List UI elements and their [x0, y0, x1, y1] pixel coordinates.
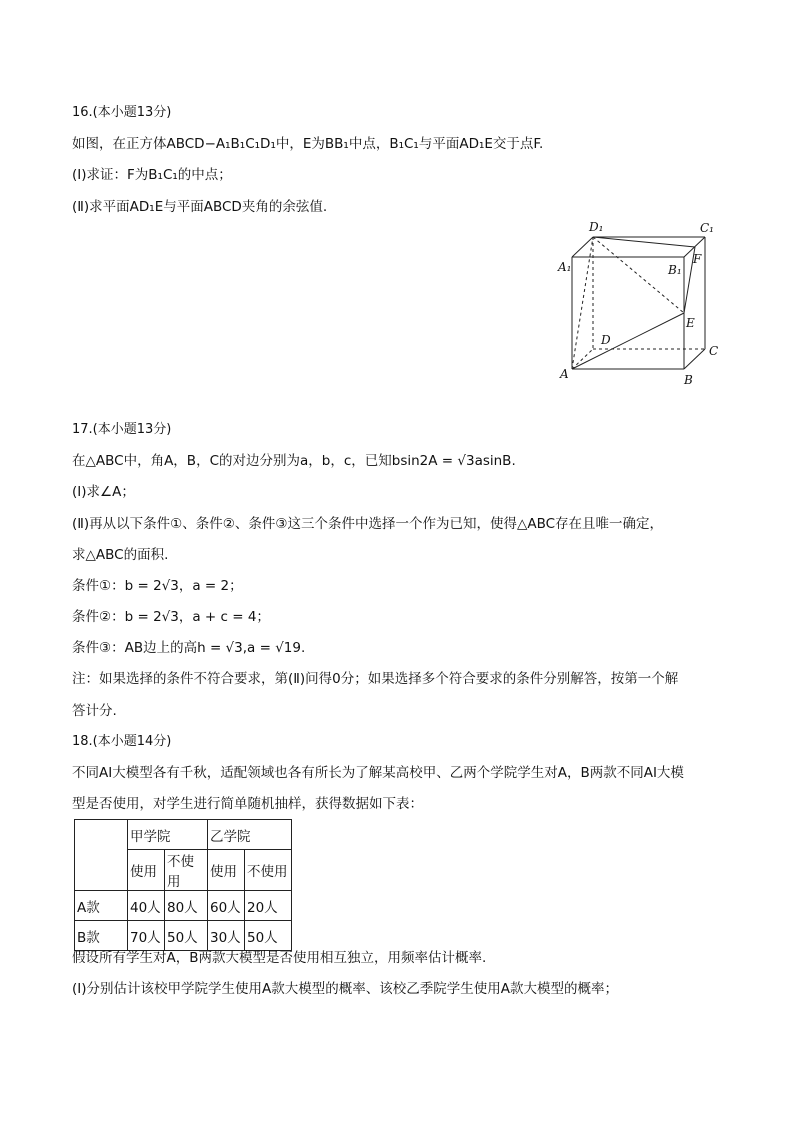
q17-part1: (Ⅰ)求∠A；	[72, 484, 135, 500]
label-F: F	[693, 252, 702, 266]
q18-assumption: 假设所有学生对A，B两款大模型是否使用相互独立，用频率估计概率.	[72, 950, 487, 966]
q18-stem-line1: 不同AI大模型各有千秋，适配领域也各有所长为了解某高校甲、乙两个学院学生对A，B两款不同AI大模	[72, 765, 684, 781]
table-corner-cell	[75, 820, 128, 891]
q16-part1: (Ⅰ)求证：F为B₁C₁的中点；	[72, 167, 232, 183]
segment-D1F	[593, 237, 695, 247]
label-C: C	[709, 344, 719, 358]
q17-stem: 在△ABC中，角A，B，C的对边分别为a，b，c，已知bsin2A = √3asinB.	[72, 453, 516, 469]
q16-stem: 如图，在正方体ABCD−A₁B₁C₁D₁中，E为BB₁中点，B₁C₁与平面AD₁E交于点F.	[72, 136, 544, 152]
label-B1: B₁	[668, 263, 682, 277]
segment-AE	[572, 313, 684, 369]
table-cell: 50人	[165, 921, 208, 951]
q18-heading: 18.(本小题14分)	[72, 734, 172, 749]
table-subheader-cell: 使用	[208, 850, 245, 891]
table-group-yi: 乙学院	[208, 820, 292, 850]
table-cell: 30人	[208, 921, 245, 951]
q16-part2: (Ⅱ)求平面AD₁E与平面ABCD夹角的余弦值.	[72, 199, 328, 215]
table-row-label: A款	[75, 891, 128, 921]
table-cell: 70人	[128, 921, 165, 951]
label-E: E	[686, 316, 695, 330]
q16-heading: 16.(本小题13分)	[72, 105, 172, 120]
table-subheader-cell: 不使用	[165, 850, 208, 891]
q17-note-line1: 注：如果选择的条件不符合要求，第(Ⅱ)问得0分；如果选择多个符合要求的条件分别解答，按第一个解	[72, 671, 679, 687]
label-D: D	[601, 333, 611, 347]
edge-BC	[684, 349, 705, 369]
table-cell: 20人	[245, 891, 292, 921]
q17-part2-line2: 求△ABC的面积.	[72, 547, 169, 563]
table-subheader-cell: 使用	[128, 850, 165, 891]
table-subheader-cell: 不使用	[245, 850, 292, 891]
label-C1: C₁	[700, 221, 714, 235]
q17-note-line2: 答计分.	[72, 703, 117, 719]
usage-table	[74, 819, 292, 951]
cube-figure	[548, 212, 728, 390]
label-D1: D₁	[589, 220, 604, 234]
table-cell: 40人	[128, 891, 165, 921]
table-row-label: B款	[75, 921, 128, 951]
label-A: A	[560, 367, 569, 381]
q17-part2-line1: (Ⅱ)再从以下条件①、条件②、条件③这三个条件中选择一个作为已知，使得△ABC存在且唯一确定，	[72, 516, 664, 532]
table-cell: 50人	[245, 921, 292, 951]
edge-AD-hidden	[572, 349, 593, 369]
q18-stem-line2: 型是否使用，对学生进行简单随机抽样，获得数据如下表：	[72, 796, 423, 812]
q18-part1: (Ⅰ)分别估计该校甲学院学生使用A款大模型的概率、该校乙季院学生使用A款大模型的概率；	[72, 981, 618, 997]
table-cell: 80人	[165, 891, 208, 921]
q17-heading: 17.(本小题13分)	[72, 422, 172, 437]
table-group-jia: 甲学院	[128, 820, 208, 850]
q17-condition3: 条件③：AB边上的高h = √3,a = √19.	[72, 640, 306, 656]
table-cell: 60人	[208, 891, 245, 921]
table-row	[75, 921, 292, 951]
q17-condition2: 条件②：b = 2√3，a + c = 4；	[72, 609, 270, 625]
label-A1: A₁	[558, 260, 572, 274]
table-header-row	[75, 820, 292, 850]
table-row	[75, 891, 292, 921]
q17-condition1: 条件①：b = 2√3，a = 2；	[72, 578, 243, 594]
label-B: B	[684, 373, 693, 387]
